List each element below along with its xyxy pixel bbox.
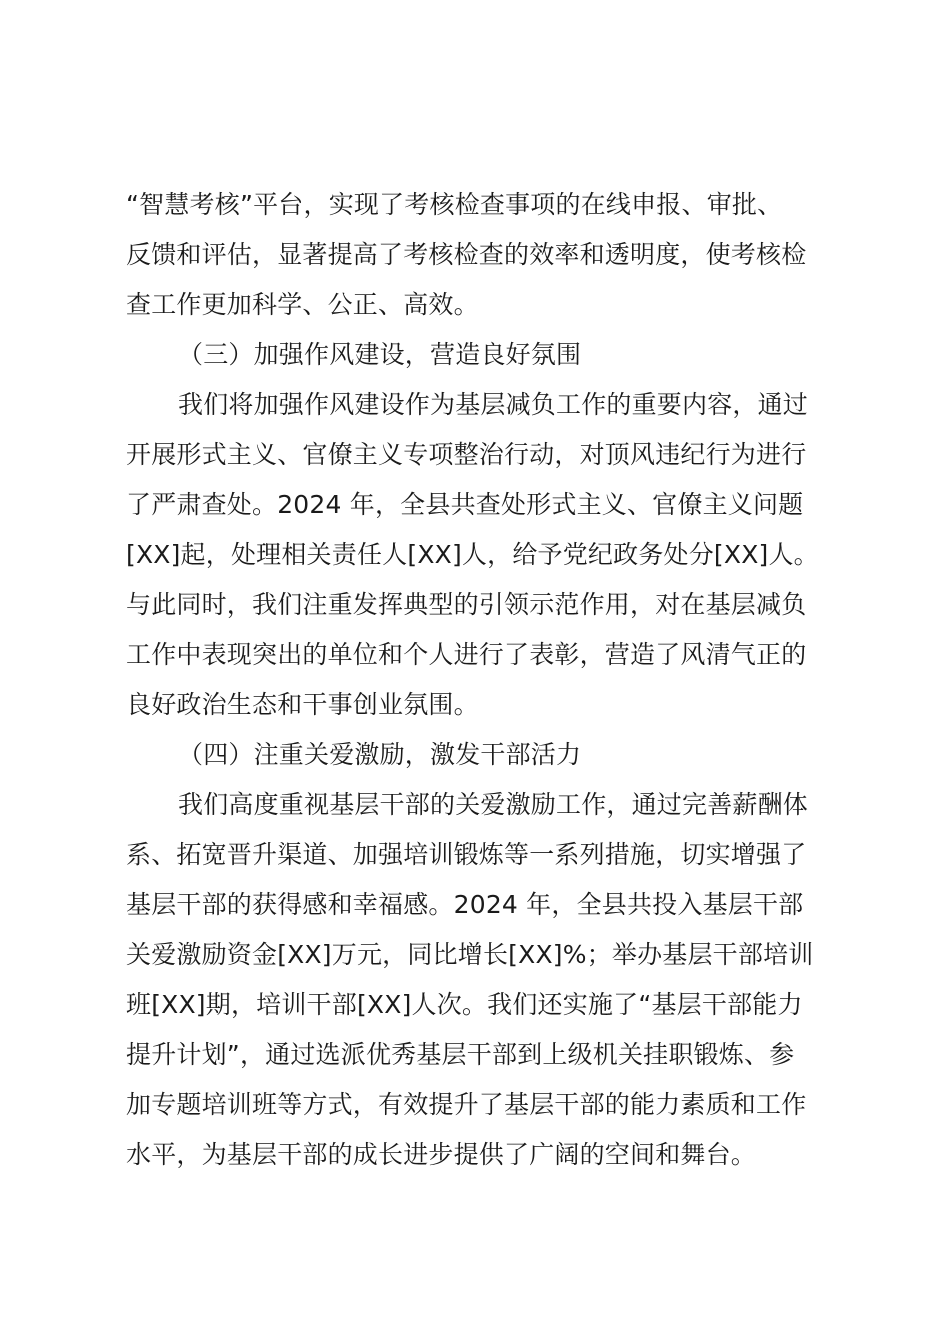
body-text-line: 查工作更加科学、公正、高效。 bbox=[126, 290, 479, 319]
body-text-line: 开展形式主义、官僚主义专项整治行动，对顶风违纪行为进行 bbox=[126, 440, 807, 469]
body-text-line: 系、拓宽晋升渠道、加强培训锻炼等一系列措施，切实增强了 bbox=[126, 840, 807, 869]
body-text-line: 与此同时，我们注重发挥典型的引领示范作用，对在基层减负 bbox=[126, 590, 807, 619]
body-text-line: 工作中表现突出的单位和个人进行了表彰，营造了风清气正的 bbox=[126, 640, 807, 669]
section-heading-4: （四）注重关爱激励，激发干部活力 bbox=[178, 740, 582, 769]
document-body bbox=[126, 180, 832, 1180]
body-text-line: 关爱激励资金[XX]万元，同比增长[XX]%；举办基层干部培训 bbox=[126, 940, 814, 969]
body-text-line: 我们将加强作风建设作为基层减负工作的重要内容，通过 bbox=[178, 390, 809, 419]
body-text-line: 加专题培训班等方式，有效提升了基层干部的能力素质和工作 bbox=[126, 1090, 807, 1119]
body-text-line: 基层干部的获得感和幸福感。2024 年，全县共投入基层干部 bbox=[126, 890, 804, 919]
body-text-line: 了严肃查处。2024 年，全县共查处形式主义、官僚主义问题 bbox=[126, 490, 804, 519]
body-text-line: [XX]起，处理相关责任人[XX]人，给予党纪政务处分[XX]人。 bbox=[126, 540, 819, 569]
body-text-line: “智慧考核”平台，实现了考核检查事项的在线申报、审批、 bbox=[126, 190, 783, 219]
body-text-line: 反馈和评估，显著提高了考核检查的效率和透明度，使考核检 bbox=[126, 240, 807, 269]
body-text-line: 良好政治生态和干事创业氛围。 bbox=[126, 690, 479, 719]
body-text-line: 我们高度重视基层干部的关爱激励工作，通过完善薪酬体 bbox=[178, 790, 809, 819]
body-text-line: 提升计划”，通过选派优秀基层干部到上级机关挂职锻炼、参 bbox=[126, 1040, 795, 1069]
body-text-line: 班[XX]期，培训干部[XX]人次。我们还实施了“基层干部能力 bbox=[126, 990, 803, 1019]
body-text-line: 水平，为基层干部的成长进步提供了广阔的空间和舞台。 bbox=[126, 1140, 757, 1169]
section-heading-3: （三）加强作风建设，营造良好氛围 bbox=[178, 340, 582, 369]
